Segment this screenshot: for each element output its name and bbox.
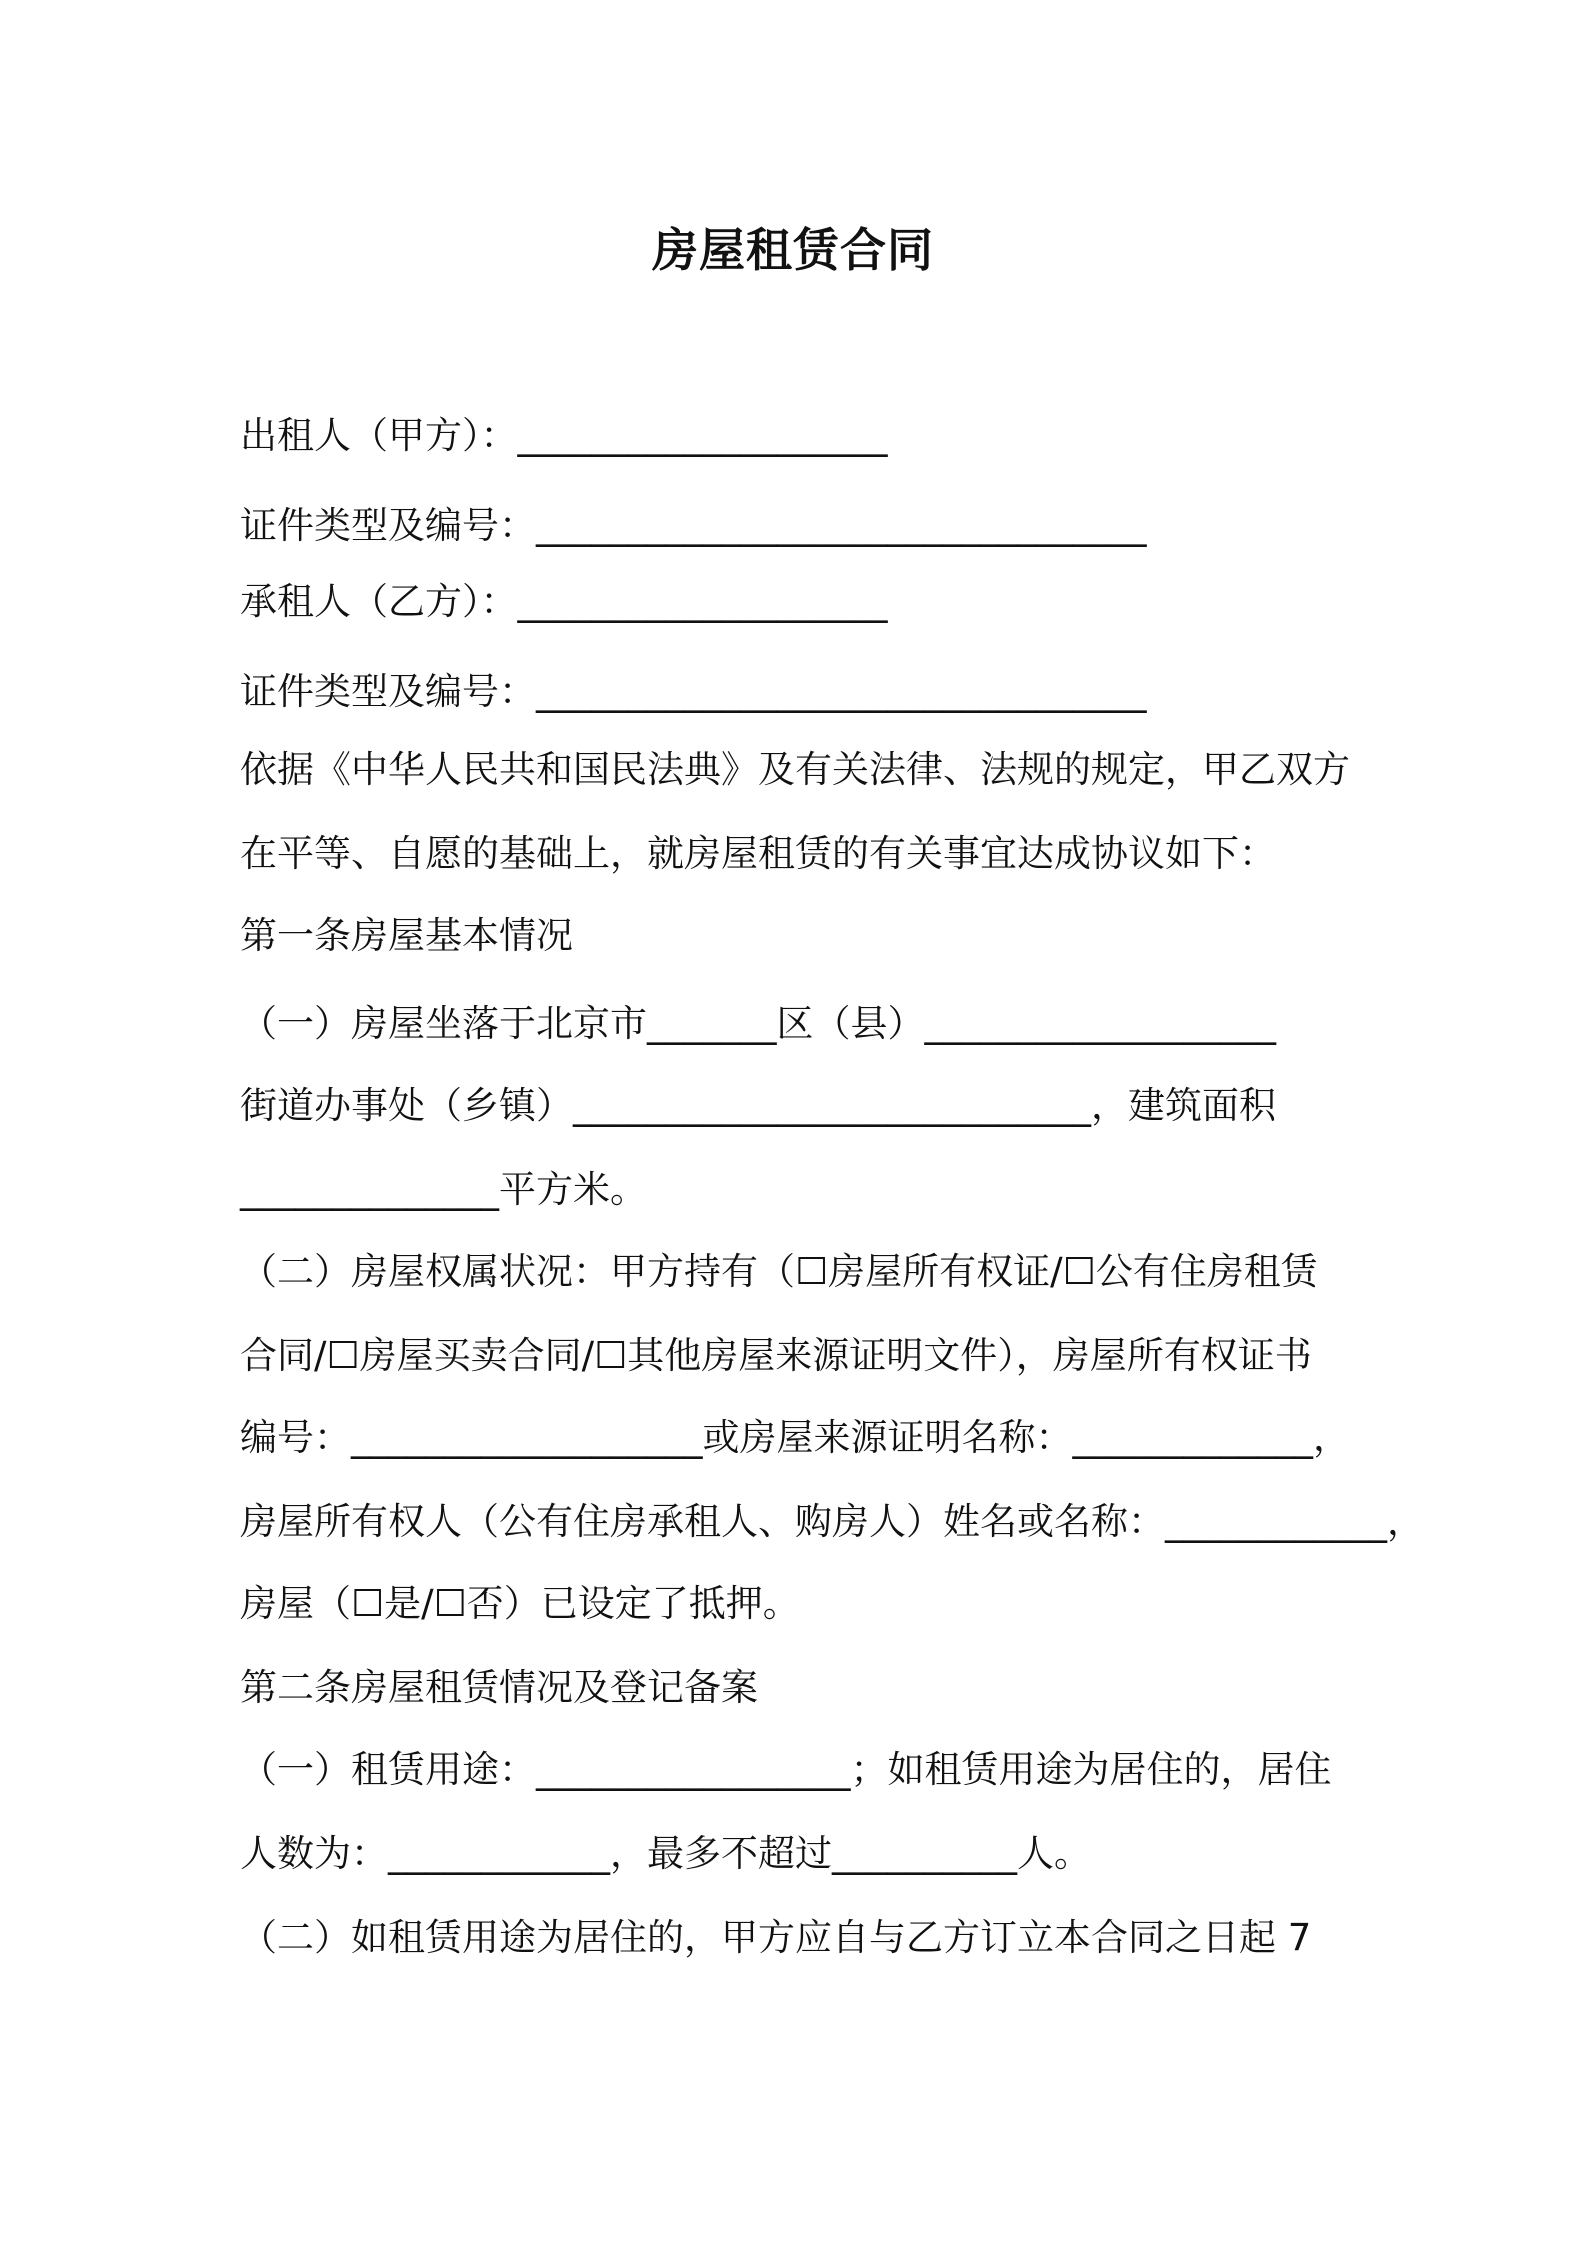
preamble-line-2: 在平等、自愿的基础上，就房屋租赁的有关事宜达成协议如下： (240, 832, 1276, 875)
lessee-line: 承租人（乙方）：____________________ (240, 580, 888, 623)
article-2-item-2-line-1: （二）如租赁用途为居住的，甲方应自与乙方订立本合同之日起 7 (240, 1916, 1312, 1959)
article-2-item-1-line-2: 人数为：____________，最多不超过__________人。 (240, 1832, 1091, 1875)
lessor-line: 出租人（甲方）：____________________ (240, 414, 888, 457)
lessor-id-line: 证件类型及编号：_________________________________ (240, 504, 1147, 547)
lessee-id-line: 证件类型及编号：_________________________________ (240, 670, 1147, 713)
article-1-item-1-line-1: （一）房屋坐落于北京市_______区（县）___________________ (240, 1002, 1276, 1045)
preamble-line-1: 依据《中华人民共和国民法典》及有关法律、法规的规定，甲乙双方 (240, 748, 1350, 791)
article-1-item-1-line-3: ______________平方米。 (240, 1168, 647, 1211)
article-1-item-2-line-2: 合同/☐房屋买卖合同/☐其他房屋来源证明文件），房屋所有权证书 (240, 1334, 1312, 1377)
document-title: 房屋租赁合同 (652, 223, 934, 277)
article-2-item-1-line-1: （一）租赁用途：_________________；如租赁用途为居住的，居住 (240, 1748, 1332, 1791)
article-1-item-2-line-3: 编号：___________________或房屋来源证明名称：_____________， (240, 1416, 1350, 1459)
article-1-heading: 第一条房屋基本情况 (240, 914, 573, 957)
article-1-item-2-line-4: 房屋所有权人（公有住房承租人、购房人）姓名或名称：____________， (240, 1500, 1424, 1543)
article-1-item-2-line-5: 房屋（☐是/☐否）已设定了抵押。 (240, 1582, 800, 1625)
article-2-heading: 第二条房屋租赁情况及登记备案 (240, 1666, 758, 1709)
article-1-item-1-line-2: 街道办事处（乡镇）____________________________，建筑面积 (240, 1084, 1276, 1127)
article-1-item-2-line-1: （二）房屋权属状况：甲方持有（☐房屋所有权证/☐公有住房租赁 (240, 1250, 1318, 1293)
